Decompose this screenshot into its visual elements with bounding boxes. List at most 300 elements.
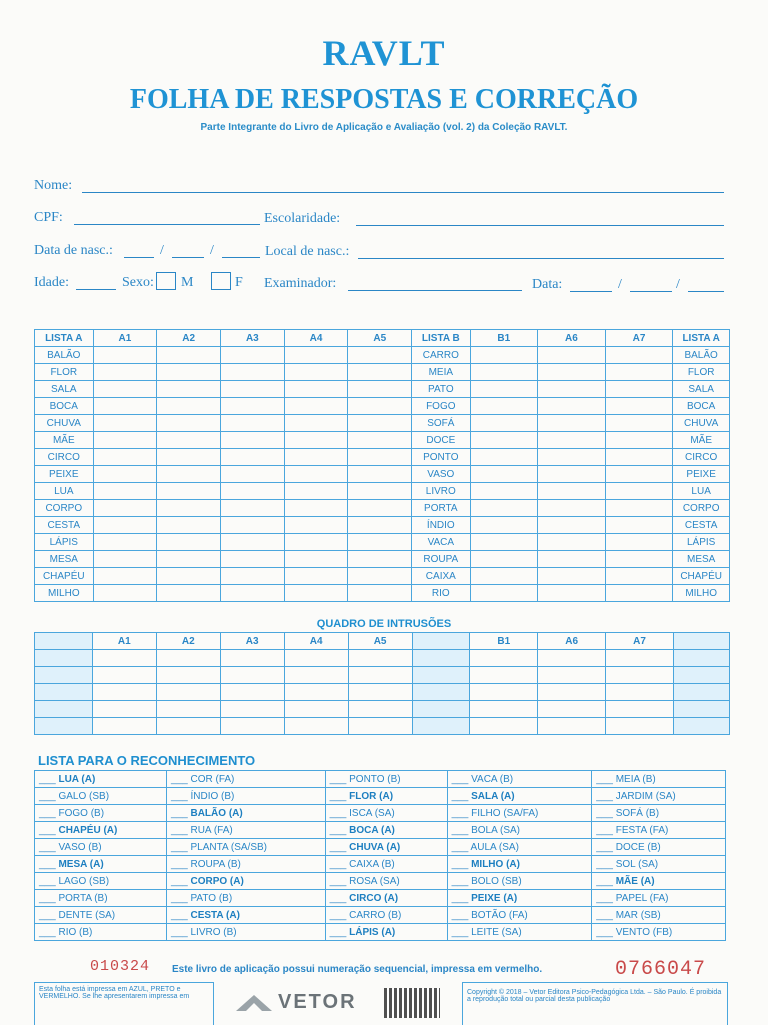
recognition-item[interactable] [325,805,447,822]
recognition-blank[interactable]: ___ [171,875,191,887]
intrusion-cell[interactable] [284,684,348,701]
recognition-blank[interactable]: ___ [39,790,59,802]
answer-cell[interactable] [538,551,606,568]
recognition-item[interactable] [325,873,447,890]
intrusion-cell[interactable] [470,667,538,684]
intrusion-cell[interactable] [35,667,93,684]
recognition-blank[interactable]: ___ [329,875,350,887]
intrusion-cell[interactable] [412,701,470,718]
answer-cell[interactable] [348,398,412,415]
recognition-blank[interactable]: ___ [39,824,59,836]
recognition-item[interactable] [167,805,326,822]
intrusion-cell[interactable] [156,667,220,684]
recognition-item[interactable] [167,839,326,856]
recognition-item[interactable] [35,856,167,873]
recognition-item[interactable] [167,856,326,873]
intrusion-col-header: A3 [220,633,284,650]
answer-cell[interactable] [284,381,348,398]
intrusion-cell[interactable] [92,684,156,701]
recognition-word: PORTA (B) [58,892,108,904]
intrusion-cell[interactable] [674,701,730,718]
answer-cell[interactable] [470,449,538,466]
recognition-blank[interactable]: ___ [596,875,616,887]
answer-cell[interactable] [220,568,284,585]
recognition-blank[interactable]: ___ [39,909,59,921]
answer-cell[interactable] [220,398,284,415]
recognition-blank[interactable]: ___ [451,909,472,921]
recognition-word: BOLA (SA) [471,824,520,836]
data-nasc-year[interactable] [222,257,260,258]
examinador-field[interactable] [348,290,522,291]
answer-cell[interactable] [93,500,157,517]
answer-cell[interactable] [93,534,157,551]
intrusion-cell[interactable] [674,684,730,701]
recognition-blank[interactable]: ___ [596,909,616,921]
answer-cell[interactable] [470,551,538,568]
recognition-item[interactable] [35,907,167,924]
answer-cell[interactable] [157,398,221,415]
intrusion-cell[interactable] [412,718,470,735]
answer-cell[interactable] [348,432,412,449]
answer-cell[interactable] [93,364,157,381]
recognition-blank[interactable]: ___ [329,824,350,836]
answer-cell[interactable] [470,534,538,551]
intrusion-cell[interactable] [220,701,284,718]
intrusion-cell[interactable] [284,718,348,735]
recognition-item[interactable] [325,788,447,805]
nome-field[interactable] [82,192,724,193]
recognition-blank[interactable]: ___ [596,824,616,836]
recognition-item[interactable] [325,771,447,788]
answer-cell[interactable] [605,568,673,585]
answer-cell[interactable] [348,585,412,602]
answer-cell[interactable] [220,500,284,517]
answer-cell[interactable] [348,500,412,517]
idade-field[interactable] [76,289,116,290]
recognition-item[interactable] [167,924,326,941]
recognition-item[interactable] [167,873,326,890]
intrusion-cell[interactable] [470,684,538,701]
recognition-blank[interactable]: ___ [39,858,59,870]
recognition-item[interactable] [592,873,726,890]
recognition-item[interactable] [447,771,592,788]
local-nasc-field[interactable] [358,258,724,259]
recognition-blank[interactable]: ___ [451,807,472,819]
answer-cell[interactable] [605,534,673,551]
intrusion-cell[interactable] [284,667,348,684]
answer-cell[interactable] [284,534,348,551]
answer-cell[interactable] [157,364,221,381]
answer-cell[interactable] [220,534,284,551]
intrusion-cell[interactable] [92,718,156,735]
intrusion-cell[interactable] [538,650,606,667]
recognition-item[interactable] [447,805,592,822]
intrusion-cell[interactable] [538,718,606,735]
answer-cell[interactable] [157,551,221,568]
intrusion-cell[interactable] [92,701,156,718]
intrusion-cell[interactable] [674,718,730,735]
recognition-blank[interactable]: ___ [329,909,350,921]
recognition-item[interactable] [592,890,726,907]
answer-cell[interactable] [348,364,412,381]
recognition-item[interactable] [167,890,326,907]
intrusion-cell[interactable] [348,650,412,667]
table-row [35,483,730,500]
answer-cell[interactable] [348,517,412,534]
answer-cell[interactable] [220,449,284,466]
recognition-blank[interactable]: ___ [171,841,191,853]
intrusion-cell[interactable] [606,718,674,735]
answer-cell[interactable] [157,517,221,534]
recognition-item[interactable] [447,890,592,907]
answer-cell[interactable] [538,568,606,585]
answer-cell[interactable] [348,483,412,500]
answer-cell[interactable] [605,466,673,483]
intrusion-col-header: A2 [156,633,220,650]
answer-cell[interactable] [220,517,284,534]
answer-cell[interactable] [93,347,157,364]
recognition-item[interactable] [325,822,447,839]
answer-cell[interactable] [284,568,348,585]
data-year[interactable] [688,291,724,292]
recognition-blank[interactable]: ___ [171,807,191,819]
answer-cell[interactable] [470,415,538,432]
answer-cell[interactable] [220,364,284,381]
answer-cell[interactable] [157,415,221,432]
intrusion-cell[interactable] [35,701,93,718]
answer-cell[interactable] [157,432,221,449]
answer-cell[interactable] [284,517,348,534]
answer-cell[interactable] [284,398,348,415]
recognition-item[interactable] [447,873,592,890]
answer-cell[interactable] [93,398,157,415]
cpf-field[interactable] [74,224,260,225]
answer-cell[interactable] [348,381,412,398]
answer-cell[interactable] [538,364,606,381]
answer-cell[interactable] [348,347,412,364]
recognition-item[interactable] [167,907,326,924]
answer-cell[interactable] [470,381,538,398]
recognition-item[interactable] [447,788,592,805]
recognition-item[interactable] [447,907,592,924]
recognition-blank[interactable]: ___ [451,926,472,938]
intrusion-cell[interactable] [348,718,412,735]
lista-a-word: CHUVA [673,415,730,432]
intrusion-cell[interactable] [220,718,284,735]
intrusion-cell[interactable] [348,701,412,718]
intrusion-cell[interactable] [220,650,284,667]
answer-cell[interactable] [348,449,412,466]
recognition-blank[interactable]: ___ [596,858,616,870]
recognition-item[interactable] [35,822,167,839]
answer-cell[interactable] [157,381,221,398]
intrusion-cell[interactable] [538,667,606,684]
recognition-blank[interactable]: ___ [596,790,616,802]
data-day[interactable] [570,291,612,292]
answer-cell[interactable] [284,466,348,483]
answer-cell[interactable] [605,364,673,381]
vetor-logo [236,987,357,1017]
answer-cell[interactable] [538,398,606,415]
intrusion-cell[interactable] [156,684,220,701]
answer-cell[interactable] [470,500,538,517]
answer-cell[interactable] [284,500,348,517]
intrusion-cell[interactable] [538,701,606,718]
recognition-blank[interactable]: ___ [596,807,616,819]
answer-cell[interactable] [605,381,673,398]
intrusion-cell[interactable] [156,650,220,667]
answer-cell[interactable] [538,534,606,551]
answer-cell[interactable] [470,398,538,415]
intrusion-cell[interactable] [606,684,674,701]
recognition-blank[interactable]: ___ [171,892,191,904]
answer-cell[interactable] [538,415,606,432]
answer-cell[interactable] [93,415,157,432]
recognition-item[interactable] [592,805,726,822]
recognition-item[interactable] [167,771,326,788]
answer-cell[interactable] [470,585,538,602]
recognition-blank[interactable]: ___ [596,926,616,938]
intrusion-cell[interactable] [156,701,220,718]
data-nasc-month[interactable] [172,257,204,258]
answer-cell[interactable] [284,364,348,381]
recognition-blank[interactable]: ___ [329,841,350,853]
recognition-blank[interactable]: ___ [451,824,472,836]
intrusion-cell[interactable] [156,718,220,735]
answer-cell[interactable] [538,483,606,500]
recognition-item[interactable] [592,924,726,941]
answer-cell[interactable] [157,534,221,551]
answer-cell[interactable] [220,585,284,602]
answer-cell[interactable] [605,398,673,415]
escolaridade-field[interactable] [356,225,724,226]
recognition-item[interactable] [35,805,167,822]
intrusion-cell[interactable] [348,684,412,701]
recognition-blank[interactable]: ___ [451,773,472,785]
intrusion-cell[interactable] [92,650,156,667]
answer-cell[interactable] [538,517,606,534]
recognition-item[interactable] [592,771,726,788]
recognition-blank[interactable]: ___ [39,773,59,785]
recognition-item[interactable] [35,924,167,941]
answer-cell[interactable] [538,449,606,466]
col-header: LISTA B [412,330,470,347]
recognition-item[interactable] [447,924,592,941]
answer-cell[interactable] [93,466,157,483]
recognition-item[interactable] [325,890,447,907]
recognition-blank[interactable]: ___ [329,858,350,870]
sexo-f-checkbox[interactable] [211,272,231,290]
intrusion-cell[interactable] [606,667,674,684]
answer-cell[interactable] [538,466,606,483]
recognition-item[interactable] [325,924,447,941]
answer-cell[interactable] [220,347,284,364]
recognition-item[interactable] [35,890,167,907]
answer-cell[interactable] [348,466,412,483]
recognition-blank[interactable]: ___ [451,858,472,870]
answer-cell[interactable] [157,500,221,517]
answer-cell[interactable] [284,415,348,432]
recognition-blank[interactable]: ___ [329,926,350,938]
recognition-item[interactable] [592,907,726,924]
recognition-blank[interactable]: ___ [596,892,616,904]
recognition-item[interactable] [35,771,167,788]
recognition-item[interactable] [35,788,167,805]
recognition-blank[interactable]: ___ [171,858,191,870]
intrusion-cell[interactable] [470,718,538,735]
answer-cell[interactable] [538,500,606,517]
answer-cell[interactable] [220,466,284,483]
answer-cell[interactable] [93,517,157,534]
answer-cell[interactable] [538,347,606,364]
recognition-item[interactable] [447,856,592,873]
recognition-item[interactable] [447,822,592,839]
answer-cell[interactable] [470,568,538,585]
intrusion-cell[interactable] [35,650,93,667]
intrusion-cell[interactable] [220,667,284,684]
recognition-blank[interactable]: ___ [451,790,472,802]
answer-cell[interactable] [284,449,348,466]
answer-cell[interactable] [220,432,284,449]
recognition-item[interactable] [35,839,167,856]
answer-cell[interactable] [348,415,412,432]
answer-cell[interactable] [605,347,673,364]
answer-cell[interactable] [157,449,221,466]
intrusion-cell[interactable] [674,667,730,684]
answer-cell[interactable] [284,347,348,364]
recognition-item[interactable] [592,788,726,805]
recognition-blank[interactable]: ___ [329,892,350,904]
intrusion-cell[interactable] [92,667,156,684]
answer-cell[interactable] [538,432,606,449]
recognition-blank[interactable]: ___ [39,875,59,887]
recognition-blank[interactable]: ___ [329,807,350,819]
recognition-item[interactable] [592,856,726,873]
answer-cell[interactable] [605,500,673,517]
recognition-item[interactable] [167,788,326,805]
recognition-blank[interactable]: ___ [451,841,471,853]
lista-a-word: BOCA [35,398,94,415]
answer-cell[interactable] [220,415,284,432]
recognition-item[interactable] [592,839,726,856]
answer-cell[interactable] [284,483,348,500]
answer-cell[interactable] [470,466,538,483]
recognition-blank[interactable]: ___ [39,926,59,938]
intrusion-cell[interactable] [35,684,93,701]
answer-cell[interactable] [93,585,157,602]
recognition-blank[interactable]: ___ [39,841,59,853]
recognition-blank[interactable]: ___ [171,926,191,938]
intrusion-cell[interactable] [674,650,730,667]
answer-cell[interactable] [93,381,157,398]
recognition-item[interactable] [167,822,326,839]
intrusion-cell[interactable] [35,718,93,735]
answer-cell[interactable] [605,432,673,449]
answer-cell[interactable] [605,517,673,534]
intrusion-cell[interactable] [412,667,470,684]
answer-cell[interactable] [538,381,606,398]
intrusion-cell[interactable] [606,701,674,718]
recognition-blank[interactable]: ___ [329,773,350,785]
answer-cell[interactable] [605,483,673,500]
intrusion-cell[interactable] [412,684,470,701]
answer-cell[interactable] [93,449,157,466]
recognition-blank[interactable]: ___ [171,773,191,785]
answer-cell[interactable] [157,568,221,585]
answer-cell[interactable] [470,347,538,364]
answer-cell[interactable] [605,551,673,568]
answer-cell[interactable] [348,534,412,551]
recognition-item[interactable] [447,839,592,856]
answer-cell[interactable] [157,347,221,364]
recognition-blank[interactable]: ___ [39,892,59,904]
intrusion-cell[interactable] [538,684,606,701]
answer-cell[interactable] [348,568,412,585]
data-month[interactable] [630,291,672,292]
recognition-blank[interactable]: ___ [596,841,616,853]
answer-cell[interactable] [284,585,348,602]
intrusion-cell[interactable] [606,650,674,667]
answer-cell[interactable] [470,432,538,449]
recognition-word: PEIXE (A) [471,892,518,904]
answer-cell[interactable] [605,585,673,602]
intrusion-cell[interactable] [284,650,348,667]
answer-cell[interactable] [470,483,538,500]
recognition-blank[interactable]: ___ [451,892,472,904]
recognition-blank[interactable]: ___ [171,909,191,921]
recognition-blank[interactable]: ___ [39,807,59,819]
answer-cell[interactable] [605,449,673,466]
answer-cell[interactable] [220,381,284,398]
recognition-blank[interactable]: ___ [329,790,350,802]
recognition-item[interactable] [325,907,447,924]
recognition-item[interactable] [325,856,447,873]
answer-cell[interactable] [93,568,157,585]
answer-cell[interactable] [538,585,606,602]
answer-cell[interactable] [157,466,221,483]
intrusion-cell[interactable] [470,701,538,718]
recognition-blank[interactable]: ___ [171,790,191,802]
answer-cell[interactable] [284,551,348,568]
intrusion-cell[interactable] [220,684,284,701]
answer-cell[interactable] [220,551,284,568]
intrusion-cell[interactable] [284,701,348,718]
answer-cell[interactable] [348,551,412,568]
answer-cell[interactable] [93,551,157,568]
recognition-blank[interactable]: ___ [596,773,616,785]
recognition-item[interactable] [35,873,167,890]
answer-cell[interactable] [470,517,538,534]
answer-cell[interactable] [93,432,157,449]
intrusion-cell[interactable] [470,650,538,667]
answer-cell[interactable] [284,432,348,449]
answer-cell[interactable] [220,483,284,500]
recognition-blank[interactable]: ___ [171,824,191,836]
data-nasc-day[interactable] [124,257,154,258]
intrusion-cell[interactable] [348,667,412,684]
table-row [35,449,730,466]
intrusion-cell[interactable] [412,650,470,667]
recognition-item[interactable] [325,839,447,856]
answer-cell[interactable] [605,415,673,432]
recognition-blank[interactable]: ___ [451,875,472,887]
answer-cell[interactable] [157,585,221,602]
sexo-m-checkbox[interactable] [156,272,176,290]
recognition-item[interactable] [592,822,726,839]
answer-cell[interactable] [157,483,221,500]
answer-cell[interactable] [93,483,157,500]
answer-cell[interactable] [470,364,538,381]
